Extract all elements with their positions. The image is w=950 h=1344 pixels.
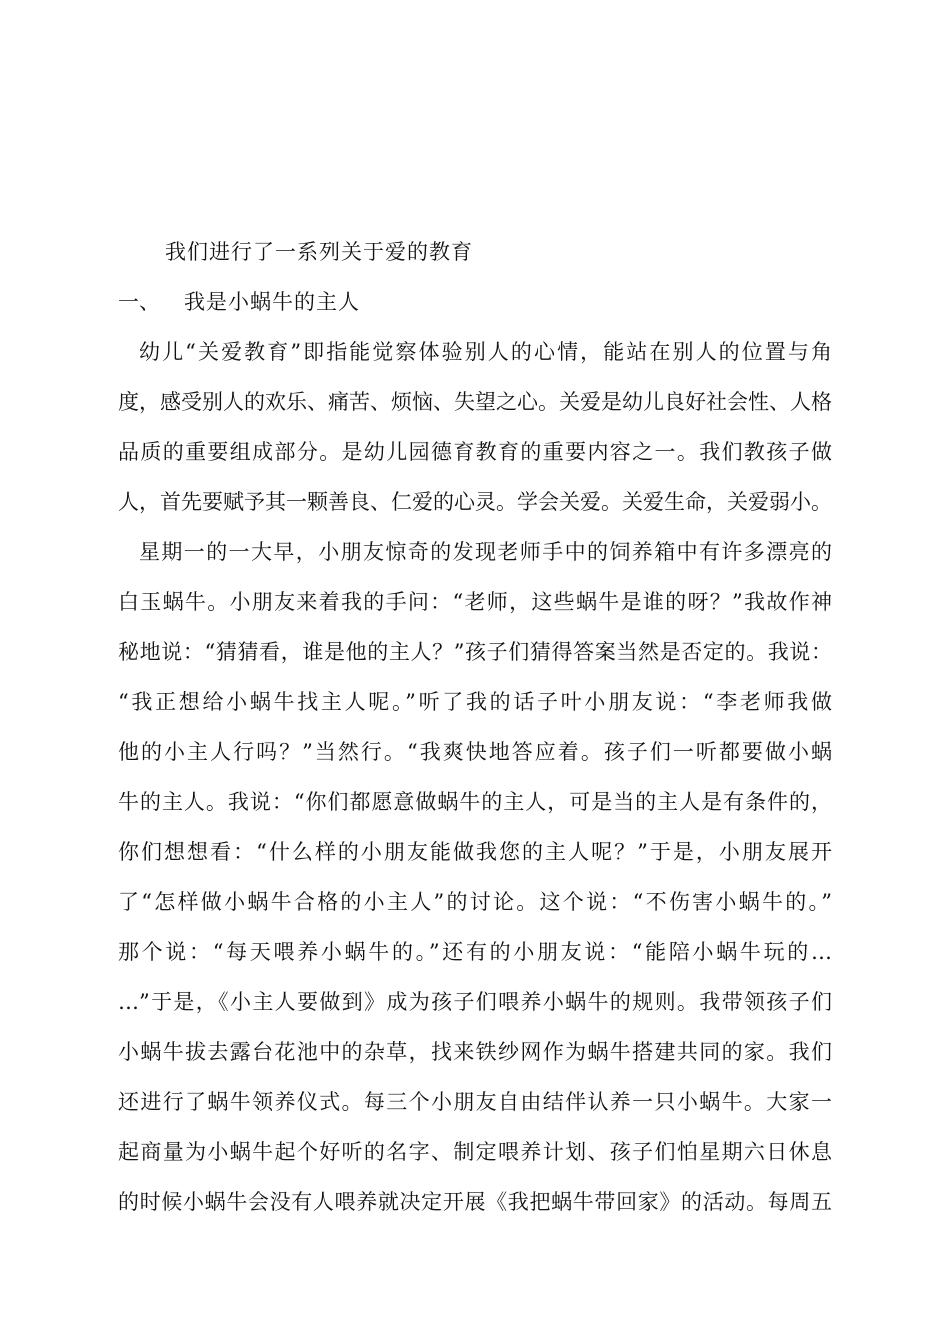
body-line: 他的小主人行吗？”当然行。“我爽快地答应着。孩子们一听都要做小蜗 [118,740,832,764]
body-line: 幼儿“关爱教育”即指能觉察体验别人的心情，能站在别人的位置与角 [139,340,832,364]
document-title: 我们进行了一系列关于爱的教育 [165,240,473,264]
body-line: 度，感受别人的欢乐、痛苦、烦恼、失望之心。关爱是幼儿良好社会性、人格 [118,390,832,414]
body-line: 秘地说：“猜猜看，谁是他的主人？”孩子们猜得答案当然是否定的。我说： [118,640,832,664]
body-line: 牛的主人。我说：“你们都愿意做蜗牛的主人，可是当的主人是有条件的， [118,790,832,814]
body-line: …”于是，《小主人要做到》成为孩子们喂养小蜗牛的规则。我带领孩子们 [118,990,832,1014]
body-line: 的时候小蜗牛会没有人喂养就决定开展《我把蜗牛带回家》的活动。每周五 [118,1190,832,1214]
body-line: 了“怎样做小蜗牛合格的小主人”的讨论。这个说：“不伤害小蜗牛的。” [118,890,832,914]
body-line: 品质的重要组成部分。是幼儿园德育教育的重要内容之一。我们教孩子做 [118,440,832,464]
body-line: 星期一的一大早，小朋友惊奇的发现老师手中的饲养箱中有许多漂亮的 [139,540,832,564]
body-line: 小蜗牛拔去露台花池中的杂草，找来铁纱网作为蜗牛搭建共同的家。我们 [118,1040,832,1064]
body-line: 你们想想看：“什么样的小朋友能做我您的主人呢？”于是，小朋友展开 [118,840,832,864]
body-line: 白玉蜗牛。小朋友来着我的手问：“老师，这些蜗牛是谁的呀？”我故作神 [118,590,832,614]
body-line: 还进行了蜗牛领养仪式。每三个小朋友自由结伴认养一只小蜗牛。大家一 [118,1090,832,1114]
body-line: 那个说：“每天喂养小蜗牛的。”还有的小朋友说：“能陪小蜗牛玩的… [118,940,832,964]
body-line: “我正想给小蜗牛找主人呢。”听了我的话子叶小朋友说：“李老师我做 [118,690,832,714]
body-line: 起商量为小蜗牛起个好听的名字、制定喂养计划、孩子们怕星期六日休息 [118,1140,832,1164]
body-line: 人，首先要赋予其一颗善良、仁爱的心灵。学会关爱。关爱生命，关爱弱小。 [118,490,832,514]
section-heading [118,284,360,320]
section-number: 一、 [118,290,160,314]
section-heading-text: 我是小蜗牛的主人 [184,290,360,314]
